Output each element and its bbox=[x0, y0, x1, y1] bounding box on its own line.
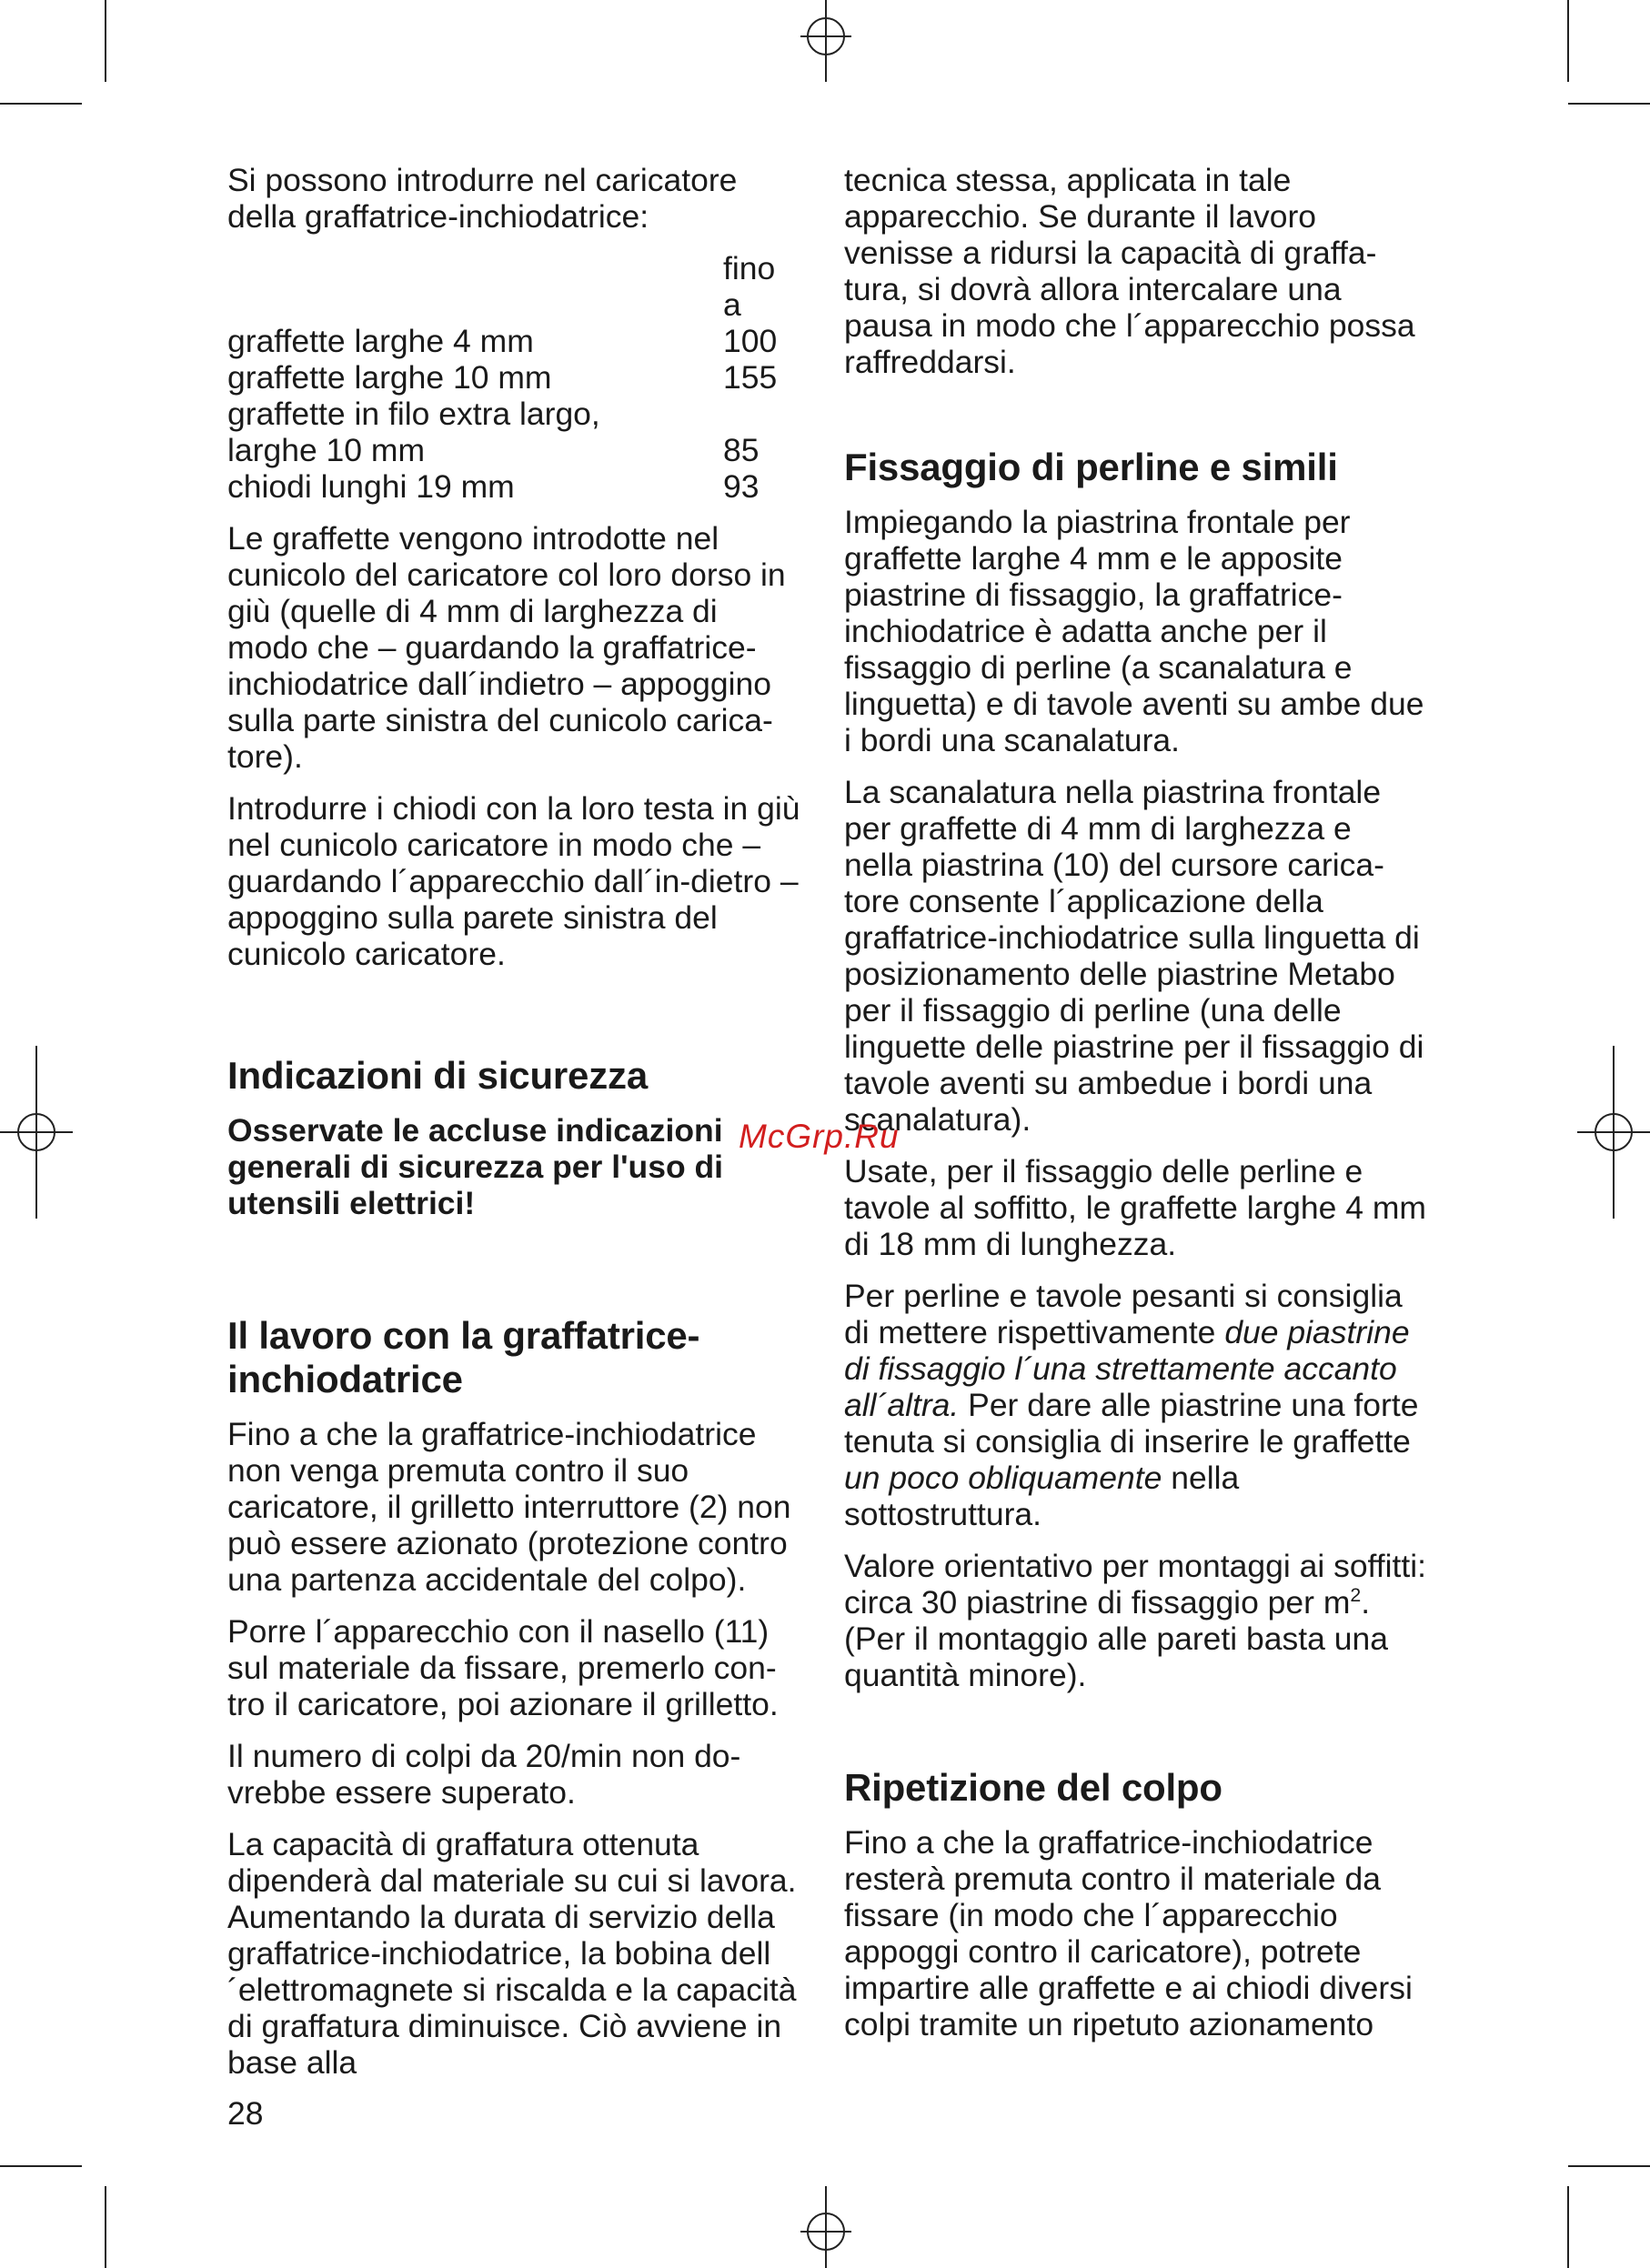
safety-warning: Osservate le accluse indicazioni generali di sicurezza per l'uso di utensili elettrici! bbox=[227, 1112, 724, 1221]
registration-mark-icon bbox=[800, 2177, 851, 2268]
heading-safety: Indicazioni di sicurezza bbox=[227, 1054, 648, 1097]
crop-mark bbox=[1567, 0, 1569, 82]
table-row-label: chiodi lunghi 19 mm bbox=[227, 468, 515, 505]
table-row-value: 93 bbox=[723, 468, 760, 505]
table-head: fino a bbox=[723, 250, 776, 323]
paragraph: Valore orientativo per montaggi ai soffitti: circa 30 piastrine di fissaggio per $m^2$. (Per il montaggio alle pareti basta una quantità minore). bbox=[844, 1548, 1427, 1693]
table-row-value bbox=[723, 396, 800, 432]
capacity-table bbox=[227, 250, 800, 505]
paragraph: Il numero di colpi da 20/min non do-vrebbe essere superato. bbox=[227, 1738, 741, 1811]
crop-mark bbox=[1567, 2186, 1569, 2268]
table-row-value: 155 bbox=[723, 359, 778, 396]
registration-mark-icon bbox=[0, 1046, 73, 1219]
paragraph: Fino a che la graffatrice-inchiodatrice non venga premuta contro il suo caricatore, il grilletto interruttore (2) non può essere azionato (protezione contro una partenza accidentale del colpo). bbox=[227, 1416, 791, 1598]
crop-mark bbox=[0, 2165, 82, 2167]
crop-mark bbox=[105, 2186, 106, 2268]
paragraph: Impiegando la piastrina frontale per graffette larghe 4 mm e le apposite piastrine di fissaggio, la graffatrice-inchiodatrice è adatta anche per il fissaggio di perline (a scanalatura e linguetta) e di tavole aventi su ambe due i bordi una scanalatura. bbox=[844, 504, 1424, 758]
paragraph: tecnica stessa, applicata in tale apparecchio. Se durante il lavoro venisse a ridursi la capacità di graffa-tura, si dovrà allora intercalare una pausa in modo che l´apparecchio possa raffreddarsi. bbox=[844, 162, 1415, 380]
heading-work: Il lavoro con la graffatrice-inchiodatrice bbox=[227, 1314, 700, 1400]
paragraph: Introdurre i chiodi con la loro testa in giù nel cunicolo caricatore in modo che – guardando l´apparecchio dall´in-dietro – appoggino sulla parete sinistra del cunicolo caricatore. bbox=[227, 790, 800, 972]
paragraph: La scanalatura nella piastrina frontale per graffette di 4 mm di larghezza e nella piastrina (10) del cursore carica-tore consente l´applicazione della graffatrice-inchiodatrice sulla linguetta di posizionamento delle piastrine Metabo per il fissaggio di perline (una delle linguette delle piastrine per il fissaggio di tavole aventi su ambedue i bordi una scanalatura). bbox=[844, 774, 1424, 1138]
registration-mark-icon bbox=[800, 0, 851, 91]
crop-mark bbox=[0, 103, 82, 105]
paragraph: Le graffette vengono introdotte nel cunicolo del caricatore col loro dorso in giù (quelle di 4 mm di larghezza di modo che – guardando la graffatrice-inchiodatrice dall´indietro – appoggino sulla parte sinistra del cunicolo carica-tore). bbox=[227, 520, 786, 775]
watermark: McGrp.Ru bbox=[739, 1118, 900, 1155]
crop-mark bbox=[105, 0, 106, 82]
intro-text: Si possono introdurre nel caricatore della graffatrice-inchiodatrice: bbox=[227, 162, 738, 235]
table-row-value: 85 bbox=[723, 432, 760, 468]
crop-mark bbox=[1568, 2165, 1650, 2167]
table-row-label: graffette larghe 4 mm bbox=[227, 323, 534, 359]
heading-repetition: Ripetizione del colpo bbox=[844, 1766, 1222, 1809]
table-row-label: graffette larghe 10 mm bbox=[227, 359, 552, 396]
table-row-label: graffette in filo extra largo, bbox=[227, 396, 600, 432]
paragraph: Usate, per il fissaggio delle perline e tavole al soffitto, le graffette larghe 4 mm di 18 mm di lunghezza. bbox=[844, 1153, 1427, 1262]
table-row-label: larghe 10 mm bbox=[227, 432, 426, 468]
paragraph: Fino a che la graffatrice-inchiodatrice resterà premuta contro il materiale da fissare (in modo che l´apparecchio appoggi contro il caricatore), potrete impartire alle graffette e ai chiodi diversi colpi tramite un ripetuto azionamento bbox=[844, 1824, 1413, 2042]
page-number: 28 bbox=[227, 2095, 264, 2132]
crop-mark bbox=[1568, 103, 1650, 105]
right-column bbox=[844, 162, 1426, 2058]
left-column bbox=[227, 162, 800, 2096]
paragraph: Per perline e tavole pesanti si consiglia di mettere rispettivamente due piastrine di fissaggio l´una strettamente accanto all´altra. Per dare alle piastrine una forte tenuta si consiglia di inserire le graffette un poco obliquamente nella sottostruttura. bbox=[844, 1278, 1419, 1532]
paragraph: Porre l´apparecchio con il nasello (11) sul materiale da fissare, premerlo con-tro il caricatore, poi azionare il grilletto. bbox=[227, 1613, 779, 1722]
registration-mark-icon bbox=[1577, 1046, 1650, 1219]
heading-fixing: Fissaggio di perline e simili bbox=[844, 446, 1338, 488]
table-row-value: 100 bbox=[723, 323, 778, 359]
paragraph: La capacità di graffatura ottenuta dipenderà dal materiale su cui si lavora. Aumentando la durata di servizio della graffatrice-inchiodatrice, la bobina dell´elettromagnete si riscalda e la capacità di graffatura diminuisce. Ciò avviene in base alla bbox=[227, 1826, 797, 2081]
